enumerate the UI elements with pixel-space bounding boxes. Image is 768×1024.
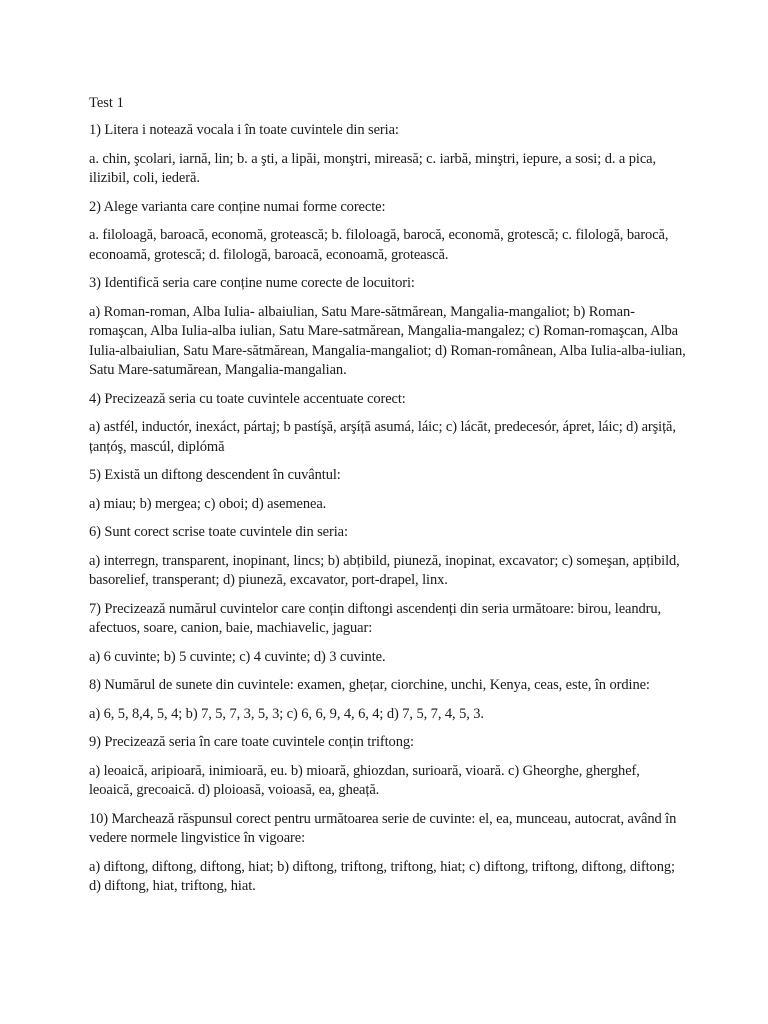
question-8: 8) Numărul de sunete din cuvintele: examen, ghețar, ciorchine, unchi, Kenya, ceas, este, în ordine: [89, 677, 650, 693]
answers-6: a) interregn, transparent, inopinant, lincs; b) abțibild, piuneză, inopinat, excavator; c) someşan, apțibild, basorelief, transperant; d) piuneză, excavator, port-drapel, linx. [89, 552, 680, 588]
question-4: 4) Precizează seria cu toate cuvintele accentuate corect: [89, 390, 406, 407]
question-5: 5) Există un diftong descendent în cuvântul: [89, 467, 341, 483]
question-1: 1) Litera i notează vocala i în toate cuvintele din seria: [89, 122, 399, 138]
document-title: Test 1 [89, 95, 124, 111]
answers-9: a) leoaică, aripioară, inimioară, eu. b) mioară, ghiozdan, surioară, vioară. c) Gheorghe, gherghef, leoaică, grecoaică. d) ploioasă, voioasă, ea, gheață. [89, 762, 640, 798]
answers-8: a) 6, 5, 8,4, 5, 4; b) 7, 5, 7, 3, 5, 3; c) 6, 6, 9, 4, 6, 4; d) 7, 5, 7, 4, 5, 3. [89, 705, 484, 722]
question-7: 7) Precizează numărul cuvintelor care conțin diftongi ascendenți din seria următoare: birou, leandru, afectuos, soare, canion, baie, machiavelic, jaguar: [89, 600, 662, 636]
answers-1: a. chin, şcolari, iarnă, lin; b. a şti, a lipăi, monştri, mireasă; c. iarbă, minştri, iepure, a sosi; d. a pica, ilizibil, coli, iederă. [89, 150, 657, 186]
answers-10: a) diftong, diftong, diftong, hiat; b) diftong, triftong, triftong, hiat; c) diftong, triftong, diftong, diftong; d) diftong, hiat, triftong, hiat. [89, 858, 675, 894]
question-6: 6) Sunt corect scrise toate cuvintele din seria: [89, 524, 348, 540]
question-2: 2) Alege varianta care conține numai forme corecte: [89, 198, 386, 215]
answers-4: a) astfél, inductór, inexáct, pártaj; b pastíşă, arşíță asumá, láic; c) lácăt, predecesór, ápret, láic; d) arşiță, țanțóş, mascúl, diplómă [89, 419, 676, 455]
answers-3: a) Roman-roman, Alba Iulia- albaiulian, Satu Mare-sătmărean, Mangalia-mangaliot; b) Roman-romaşcan, Alba Iulia-alba iulian, Satu Mare-satmărean, Mangalia-mangalez; c) Roman-romaşcan, Alba Iulia-albaiulian, Satu Mare-sătmărean, Mangalia-mangaliot; d) Roman-românean, Alba Iulia-alba-iulian, Satu Mare-satumărean, Mangalia-mangalian. [89, 303, 686, 378]
question-10: 10) Marchează răspunsul corect pentru următoarea serie de cuvinte: el, ea, munceau, autocrat, având în vedere normele lingvistice în vigoare: [89, 810, 677, 846]
answers-2: a. filoloagă, baroacă, economă, grotească; b. filoloagă, barocă, economă, grotescă; c. filologă, barocă, econoamă, grotescă; d. filologă, baroacă, econoamă, grotească. [89, 227, 669, 263]
question-3: 3) Identifică seria care conține nume corecte de locuitori: [89, 275, 415, 291]
question-9: 9) Precizează seria în care toate cuvintele conțin triftong: [89, 734, 414, 750]
answers-7: a) 6 cuvinte; b) 5 cuvinte; c) 4 cuvinte; d) 3 cuvinte. [89, 648, 386, 665]
answers-5: a) miau; b) mergea; c) oboi; d) asemenea. [89, 495, 327, 512]
